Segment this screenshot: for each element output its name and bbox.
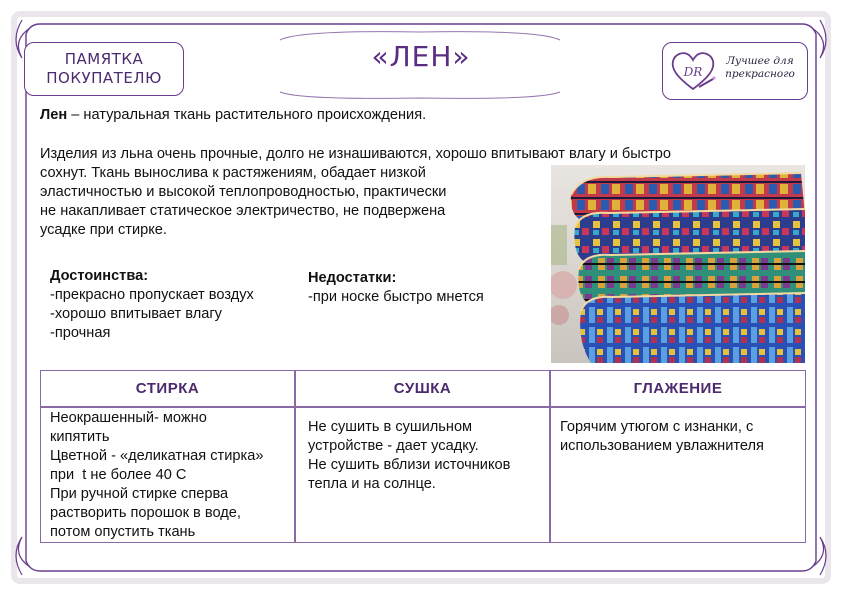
header-ironing: ГЛАЖЕНИЕ [633, 380, 723, 397]
washing-cell [50, 409, 263, 542]
ironing-line: Горячим утюгом с изнанки, с [560, 419, 754, 435]
header-washing: СТИРКА [135, 380, 200, 397]
badge-line-2: ПОКУПАТЕЛЮ [46, 69, 162, 87]
brand-slogan [717, 55, 803, 81]
pros-title: Достоинства: [50, 268, 149, 284]
fabric-term: Лен [40, 107, 68, 123]
logo-mark: DR [683, 65, 703, 79]
cons-title: Недостатки: [308, 270, 397, 286]
ironing-line: использованием увлажнителя [560, 438, 764, 454]
drying-line: устройстве - дает усадку. [308, 438, 479, 454]
washing-line: Неокрашенный- можно [50, 410, 207, 426]
pros-block [50, 267, 254, 343]
intro-line: сохнут. Ткань вынослива к растяжениям, обадает низкой [40, 165, 426, 181]
badge-line-1: ПАМЯТКА [64, 50, 144, 68]
drying-line: Не сушить вблизи источников [308, 457, 511, 473]
header-drying: СУШКА [393, 380, 452, 397]
washing-line: при t не более 40 С [50, 467, 187, 483]
washing-line: растворить порошок в воде, [50, 505, 241, 521]
care-instructions-table [40, 370, 806, 543]
intro-line: не накапливает статическое электричество, не подвержена [40, 203, 446, 219]
washing-line: кипятить [50, 429, 110, 445]
fabric-definition: – натуральная ткань растительного происхождения. [67, 107, 427, 123]
cons-block [308, 269, 484, 307]
intro-line: Изделия из льна очень прочные, долго не изнашиваются, хорошо впитывают влагу и быстро [40, 146, 671, 162]
heart-logo-icon [669, 49, 717, 93]
cons-item: -при носке быстро мнется [308, 289, 484, 305]
intro-line: усадке при стирке. [40, 222, 167, 238]
slogan-line-1: Лучшее для [726, 55, 794, 67]
drying-cell [308, 418, 510, 494]
brand-badge [662, 42, 808, 100]
pros-item: -прочная [50, 325, 111, 341]
drying-line: тепла и на солнце. [308, 476, 436, 492]
intro-line: эластичностью и высокой теплопроводностью, практически [40, 184, 447, 200]
pros-item: -прекрасно пропускает воздух [50, 287, 254, 303]
washing-line: потом опустить ткань [50, 524, 196, 540]
ironing-cell [560, 418, 764, 456]
washing-line: При ручной стирке сперва [50, 486, 229, 502]
fabric-stack-photo [551, 165, 805, 363]
washing-line: Цветной - «деликатная стирка» [50, 448, 264, 464]
drying-line: Не сушить в сушильном [308, 419, 473, 435]
slogan-line-2: прекрасного [725, 68, 795, 80]
intro-definition [40, 106, 426, 125]
pros-item: -хорошо впитывает влагу [50, 306, 222, 322]
buyer-memo-badge [24, 42, 184, 96]
page-title: «ЛЕН» [371, 40, 471, 73]
